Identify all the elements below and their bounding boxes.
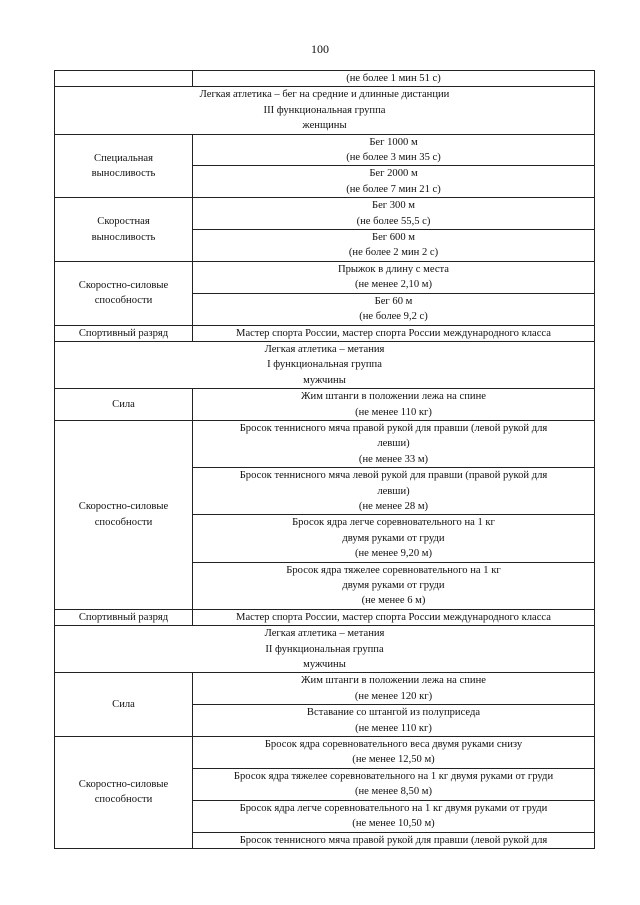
quality-line: Сила	[112, 398, 135, 410]
quality-line: способности	[94, 516, 153, 528]
rank-row	[55, 325, 595, 341]
quality-line: способности	[94, 794, 153, 806]
quality-cell	[55, 261, 193, 325]
rank-value: Мастер спорта России, мастер спорта России международного класса	[236, 327, 551, 339]
table-row	[55, 71, 595, 87]
test-line: Бросок ядра легче соревновательного на 1 кг	[292, 517, 495, 529]
test-line: (не менее 9,20 м)	[354, 548, 433, 560]
test-cell	[193, 800, 595, 832]
test-cell	[193, 166, 595, 198]
quality-cell	[55, 198, 193, 262]
section-header-line: Легкая атлетика – бег на средние и длинные дистанции	[199, 89, 450, 101]
test-line: (не более 1 мин 51 с)	[346, 73, 441, 84]
section-header	[55, 341, 595, 388]
quality-line: Сила	[112, 699, 135, 711]
quality-cell	[55, 737, 193, 849]
quality-line: выносливость	[91, 167, 156, 179]
test-line: левши)	[377, 485, 410, 497]
table-row	[55, 261, 595, 293]
quality-cell	[55, 134, 193, 198]
section-header-row	[55, 87, 595, 134]
section-header-line: I функциональная группа	[267, 359, 382, 371]
norms-table-body	[55, 71, 595, 849]
quality-cell	[55, 389, 193, 421]
test-cell	[193, 198, 595, 230]
rank-value-cell	[193, 609, 595, 625]
test-cell	[193, 420, 595, 467]
test-line: (не менее 120 кг)	[354, 690, 433, 702]
test-cell	[193, 832, 595, 848]
test-line: (не менее 33 м)	[358, 453, 429, 465]
quality-line: Скоростно-силовые	[78, 501, 169, 513]
test-line: Бросок ядра тяжелее соревновательного на 1 кг	[286, 564, 501, 576]
table-row	[55, 389, 595, 421]
test-cell	[193, 293, 595, 325]
section-header-line: женщины	[302, 120, 347, 132]
rank-row	[55, 609, 595, 625]
test-cell	[193, 673, 595, 705]
test-line: Бросок ядра соревновательного веса двумя руками снизу	[264, 739, 523, 751]
test-line: (не более 7 мин 21 с)	[346, 183, 441, 195]
test-line: (не менее 8,50 м)	[354, 786, 433, 798]
section-header-line: III функциональная группа	[263, 104, 386, 116]
table-row	[55, 134, 595, 166]
quality-line: Скоростно-силовые	[78, 279, 169, 291]
section-header-line: II функциональная группа	[265, 643, 384, 655]
test-line: двумя руками от груди	[342, 532, 445, 544]
test-line: (не менее 6 м)	[361, 595, 426, 607]
test-line: (не более 9,2 с)	[359, 311, 428, 323]
test-line: (не более 3 мин 35 с)	[346, 152, 441, 164]
test-cell	[193, 261, 595, 293]
table-row	[55, 420, 595, 467]
test-line: (не менее 10,50 м)	[352, 818, 435, 830]
section-header-row	[55, 626, 595, 673]
test-line: Прыжок в длину с места	[337, 263, 449, 275]
section-header-line: мужчины	[303, 374, 346, 386]
test-cell	[193, 389, 595, 421]
test-line: двумя руками от груди	[342, 580, 445, 591]
test-cell	[193, 515, 595, 562]
page-number: 100	[311, 42, 329, 56]
rank-label-cell	[55, 609, 193, 625]
test-line: Бросок ядра тяжелее соревновательного на 1 кг двумя руками от груди	[233, 770, 554, 782]
table-row	[55, 198, 595, 230]
quality-line: способности	[94, 295, 153, 307]
test-line: левши)	[377, 438, 410, 450]
test-cell	[193, 768, 595, 800]
rank-value-cell	[193, 325, 595, 341]
table-row	[55, 673, 595, 705]
test-line: (не более 2 мин 2 с)	[348, 247, 439, 259]
test-line: (не менее 110 кг)	[355, 406, 432, 418]
test-line: Бросок теннисного мяча правой рукой для правши (левой рукой для	[239, 422, 548, 434]
test-cell	[193, 230, 595, 262]
test-line: (не более 55,5 с)	[356, 215, 431, 227]
test-cell	[193, 468, 595, 515]
test-line: (не менее 12,50 м)	[352, 754, 435, 766]
quality-line: Скоростная	[97, 216, 150, 228]
quality-line: Специальная	[94, 152, 153, 164]
section-header	[55, 87, 595, 134]
test-cell	[193, 134, 595, 166]
test-line: Вставание со штангой из полуприседа	[306, 707, 481, 719]
test-line: Бег 60 м	[374, 295, 413, 307]
test-line: Бег 1000 м	[369, 136, 418, 148]
test-cell	[193, 71, 595, 87]
test-line: Бег 600 м	[371, 232, 416, 244]
quality-line: выносливость	[91, 231, 156, 243]
quality-line: Скоростно-силовые	[78, 779, 169, 791]
test-line: Жим штанги в положении лежа на спине	[301, 675, 486, 687]
quality-cell	[55, 673, 193, 737]
test-cell	[193, 562, 595, 609]
rank-value: Мастер спорта России, мастер спорта России международного класса	[236, 611, 551, 623]
section-header-line: Легкая атлетика – метания	[264, 628, 385, 640]
test-cell	[193, 737, 595, 769]
test-line: Бросок ядра легче соревновательного на 1 кг двумя руками от груди	[239, 802, 548, 814]
test-line: Бросок теннисного мяча правой рукой для правши (левой рукой для	[239, 834, 548, 846]
section-header-line: Легкая атлетика – метания	[264, 343, 385, 355]
quality-cell	[55, 71, 193, 87]
test-line: Бег 2000 м	[369, 168, 418, 180]
table-row	[55, 737, 595, 769]
quality-cell	[55, 420, 193, 609]
test-line: Бросок теннисного мяча левой рукой для правши (правой рукой для	[239, 470, 548, 482]
test-line: (не менее 110 кг)	[355, 722, 432, 734]
test-line: (не менее 2,10 м)	[354, 279, 433, 291]
norms-table	[54, 70, 595, 849]
test-line: Бег 300 м	[371, 200, 416, 212]
test-cell	[193, 705, 595, 737]
test-line: (не менее 28 м)	[358, 500, 429, 512]
section-header-row	[55, 341, 595, 388]
rank-label-cell	[55, 325, 193, 341]
rank-label: Спортивный разряд	[78, 611, 169, 623]
section-header-line: мужчины	[303, 659, 346, 671]
rank-label: Спортивный разряд	[78, 327, 169, 339]
test-line: Жим штанги в положении лежа на спине	[301, 391, 486, 403]
section-header	[55, 626, 595, 673]
